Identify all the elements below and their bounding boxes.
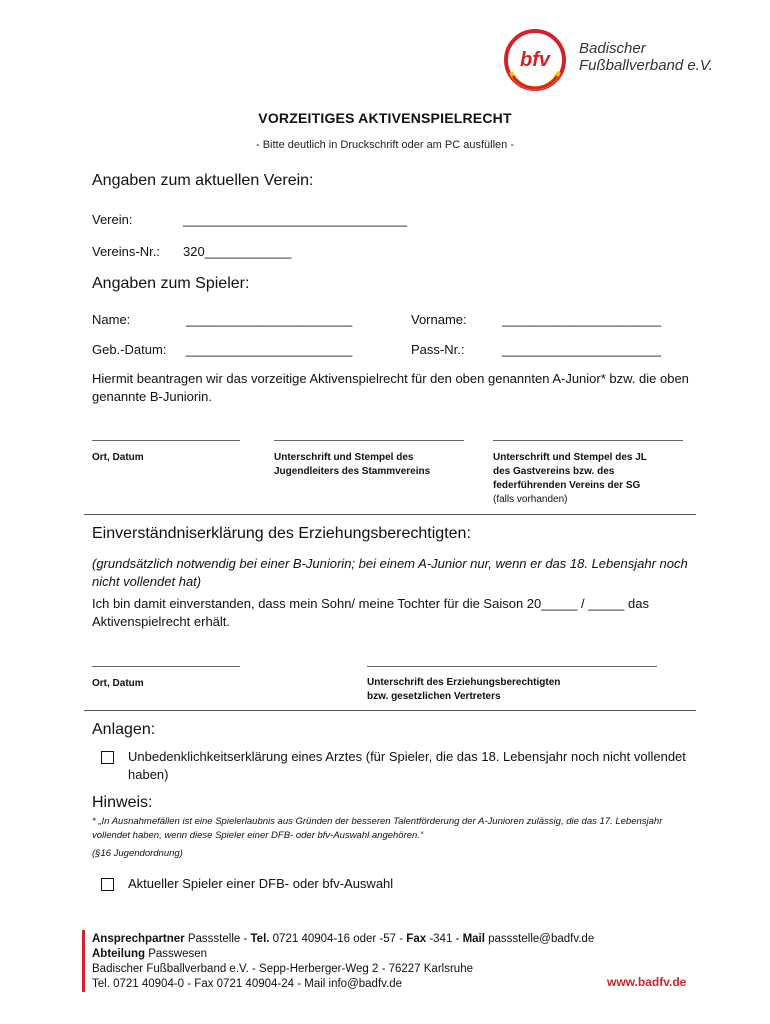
footer-abt-text: Passwesen xyxy=(145,948,208,960)
anlagen-heading: Anlagen: xyxy=(92,721,156,738)
jl-label-line2: Jugendleiters des Stammvereins xyxy=(274,466,431,477)
logo-text xyxy=(579,40,713,74)
erz-label-line1: Unterschrift des Erziehungsberechtigten xyxy=(367,677,561,688)
footer-fax-text: -341 - xyxy=(426,933,463,945)
geb-datum-field[interactable]: _______________________ xyxy=(186,342,353,357)
gast-label-line3: federführenden Vereins der SG xyxy=(493,480,641,491)
footer-contact xyxy=(92,932,594,992)
pass-nr-label: Pass-Nr.: xyxy=(411,342,465,357)
section-divider xyxy=(84,514,696,515)
footer-fax-label: Fax xyxy=(406,933,427,945)
footer-address: Badischer Fußballverband e.V. - Sepp-Herberger-Weg 2 - 76227 Karlsruhe xyxy=(92,963,473,975)
logo-line1: Badischer xyxy=(579,40,646,57)
signature-line-ort-2[interactable] xyxy=(92,666,240,667)
website-link[interactable]: www.badfv.de xyxy=(607,975,687,989)
arzt-checkbox-label: Unbedenklichkeitserklärung eines Arztes (für Spieler, die das 18. Lebensjahr noch nicht vollendet haben) xyxy=(128,749,686,782)
einverstaendnis-heading: Einverständniserklärung des Erziehungsberechtigten: xyxy=(92,525,471,542)
auswahl-checkbox-label: Aktueller Spieler einer DFB- oder bfv-Auswahl xyxy=(128,876,394,891)
signature-line-jl[interactable] xyxy=(274,440,464,441)
verein-label: Verein: xyxy=(92,212,133,227)
signature-line-erziehungsberechtigter[interactable] xyxy=(367,666,657,667)
ort-datum-label-2: Ort, Datum xyxy=(92,678,144,689)
name-label: Name: xyxy=(92,312,131,327)
auswahl-checkbox[interactable] xyxy=(101,878,114,891)
verein-field[interactable]: _______________________________ xyxy=(183,212,408,227)
gast-label-line4: (falls vorhanden) xyxy=(493,494,568,505)
jl-signature-label xyxy=(274,451,430,479)
vereins-nr-label: Vereins-Nr.: xyxy=(92,244,160,259)
vorname-field[interactable]: ______________________ xyxy=(502,312,662,327)
gast-signature-label xyxy=(493,451,647,507)
spieler-heading: Angaben zum Spieler: xyxy=(92,275,250,292)
signature-line-gast[interactable] xyxy=(493,440,683,441)
gast-label-line1: Unterschrift und Stempel des JL xyxy=(493,452,647,463)
einverstaendnis-text: Ich bin damit einverstanden, dass mein Sohn/ meine Tochter für die Saison 20_____ / _____ das Aktivenspielrecht erhält. xyxy=(92,596,649,629)
pass-nr-field[interactable]: ______________________ xyxy=(502,342,662,357)
footer-mail-link[interactable]: passstelle@badfv.de xyxy=(484,933,595,945)
page-subtitle: - Bitte deutlich in Druckschrift oder am PC ausfüllen - xyxy=(256,139,514,151)
footer-line2 xyxy=(92,947,594,962)
hinweis-reference: (§16 Jugendordnung) xyxy=(92,848,183,859)
footer-ap-text: Passstelle - xyxy=(184,933,251,945)
footer-ap-label: Ansprechpartner xyxy=(92,933,185,945)
vorname-label: Vorname: xyxy=(411,312,467,327)
bfv-logo-icon xyxy=(503,28,567,92)
hinweis-text: * „In Ausnahmefällen ist eine Spielerlaubnis aus Gründen der besseren Talentförderung der A-Junioren zulässig, die das 17. Lebensjahr vollendet haben, wenn diese Spieler einer DFB- oder bfv-Auswahl angehören.“ xyxy=(92,816,663,841)
arzt-checkbox[interactable] xyxy=(101,751,114,764)
einverstaendnis-note: (grundsätzlich notwendig bei einer B-Juniorin; bei einem A-Junior nur, wenn er das 18. Lebensjahr noch nicht vollendet hat) xyxy=(92,556,688,589)
vereins-nr-field[interactable]: 320____________ xyxy=(183,244,292,259)
logo-line2: Fußballverband e.V. xyxy=(579,57,713,74)
footer-abt-label: Abteilung xyxy=(92,948,146,960)
name-field[interactable]: _______________________ xyxy=(186,312,353,327)
footer-accent-bar xyxy=(82,930,85,992)
jl-label-line1: Unterschrift und Stempel des xyxy=(274,452,414,463)
geb-datum-label: Geb.-Datum: xyxy=(92,342,167,357)
logo-mark: bfv xyxy=(520,49,550,71)
bfv-logo xyxy=(503,28,723,94)
ort-datum-label: Ort, Datum xyxy=(92,452,144,463)
erziehungsberechtigter-label xyxy=(367,676,560,704)
section-divider-2 xyxy=(84,710,696,711)
footer-tel-text: 0721 40904-16 oder -57 - xyxy=(269,933,407,945)
statement-text: Hiermit beantragen wir das vorzeitige Aktivenspielrecht für den oben genannten A-Junior* bzw. die oben genannte B-Juniorin. xyxy=(92,371,689,404)
erz-label-line2: bzw. gesetzlichen Vertreters xyxy=(367,691,501,702)
footer-tel-label: Tel. xyxy=(250,933,270,945)
gast-label-line2: des Gastvereins bzw. des xyxy=(493,466,615,477)
page-title: VORZEITIGES AKTIVENSPIELRECHT xyxy=(258,110,512,126)
footer-line1 xyxy=(92,932,594,947)
footer-mail-label: Mail xyxy=(462,933,485,945)
verein-heading: Angaben zum aktuellen Verein: xyxy=(92,172,314,189)
signature-line-ort[interactable] xyxy=(92,440,240,441)
hinweis-heading: Hinweis: xyxy=(92,794,153,811)
footer-general-contact: Tel. 0721 40904-0 - Fax 0721 40904-24 - Mail info@badfv.de xyxy=(92,978,403,990)
